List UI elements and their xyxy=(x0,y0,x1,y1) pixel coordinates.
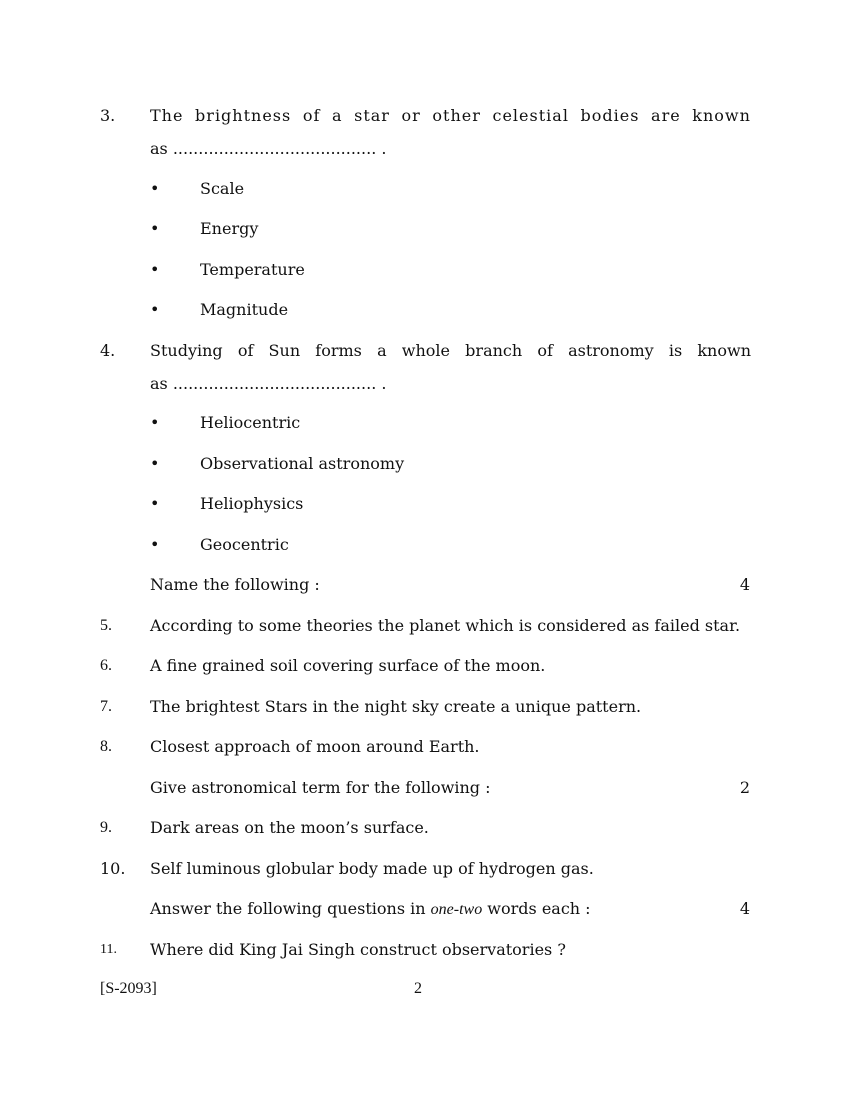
footer-paper-code: [S-2093] xyxy=(100,980,157,997)
question-8-number: 8. xyxy=(100,738,112,755)
answer-heading-post: words each : xyxy=(487,899,591,918)
q3-word: celestial xyxy=(492,106,569,125)
q4-option: Geocentric xyxy=(200,535,289,554)
question-10-number: 10. xyxy=(100,859,126,878)
footer-page-number: 2 xyxy=(414,980,422,997)
q4-word: is xyxy=(668,341,683,360)
q4-word: forms xyxy=(315,341,362,360)
q4-option: Observational astronomy xyxy=(200,454,405,473)
bullet-icon: • xyxy=(150,413,160,432)
q3-word: bodies xyxy=(580,106,640,125)
q3-word: or xyxy=(401,106,421,125)
bullet-icon: • xyxy=(150,454,160,473)
question-8-text: Closest approach of moon around Earth. xyxy=(150,737,480,756)
q3-word: are xyxy=(651,106,681,125)
question-5-text: According to some theories the planet which is considered as failed star. xyxy=(150,616,741,635)
q3-option: Temperature xyxy=(200,260,305,279)
question-3-number: 3. xyxy=(100,106,116,125)
question-11-number: 11. xyxy=(100,942,117,957)
q3-word: star xyxy=(354,106,390,125)
question-6-text: A fine grained soil covering surface of the moon. xyxy=(150,656,546,675)
question-6-number: 6. xyxy=(100,657,112,674)
question-7-number: 7. xyxy=(100,698,112,715)
question-9-text: Dark areas on the moon’s surface. xyxy=(150,818,429,837)
bullet-icon: • xyxy=(150,300,160,319)
q3-word: known xyxy=(692,106,751,125)
bullet-icon: • xyxy=(150,535,160,554)
q4-option: Heliophysics xyxy=(200,494,304,513)
q4-word: of xyxy=(237,341,254,360)
question-7-text: The brightest Stars in the night sky create a unique pattern. xyxy=(150,697,642,716)
q4-word: a xyxy=(377,341,387,360)
question-4-text-line2: as ........................................ . xyxy=(150,374,387,393)
question-3-text-line2: as ........................................ . xyxy=(150,139,387,158)
q3-word: other xyxy=(432,106,481,125)
q3-word: a xyxy=(331,106,343,125)
section-marks-name: 4 xyxy=(739,575,750,594)
question-5-number: 5. xyxy=(100,617,112,634)
question-9-number: 9. xyxy=(100,819,112,836)
question-4-number: 4. xyxy=(100,341,116,360)
bullet-icon: • xyxy=(150,260,160,279)
q4-word: astronomy xyxy=(568,341,654,360)
question-11-text: Where did King Jai Singh construct observatories ? xyxy=(150,940,566,959)
q4-word: known xyxy=(697,341,751,360)
bullet-icon: • xyxy=(150,494,160,513)
q4-word: whole xyxy=(401,341,450,360)
q4-word: branch xyxy=(465,341,523,360)
q4-word: of xyxy=(537,341,553,360)
q3-option: Scale xyxy=(200,179,245,198)
q4-word: Studying xyxy=(150,341,223,360)
answer-heading-italic: one-two xyxy=(430,901,483,918)
question-3-text-line1 xyxy=(150,106,751,126)
section-marks-answer: 4 xyxy=(739,899,750,918)
q3-word: brightness xyxy=(195,106,292,125)
section-heading-name: Name the following : xyxy=(150,575,320,594)
bullet-icon: • xyxy=(150,179,160,198)
q4-option: Heliocentric xyxy=(200,413,301,432)
q3-option: Magnitude xyxy=(200,300,289,319)
question-10-text: Self luminous globular body made up of hydrogen gas. xyxy=(150,859,594,878)
section-heading-answer xyxy=(150,899,591,920)
question-4-text-line1 xyxy=(150,341,751,361)
q4-word: Sun xyxy=(268,341,301,360)
answer-heading-pre: Answer the following questions in xyxy=(150,899,426,918)
section-marks-term: 2 xyxy=(739,778,750,797)
section-heading-term: Give astronomical term for the following : xyxy=(150,778,491,797)
q3-option: Energy xyxy=(200,219,259,238)
q3-word: of xyxy=(302,106,321,125)
q3-word: The xyxy=(150,106,184,125)
bullet-icon: • xyxy=(150,219,160,238)
